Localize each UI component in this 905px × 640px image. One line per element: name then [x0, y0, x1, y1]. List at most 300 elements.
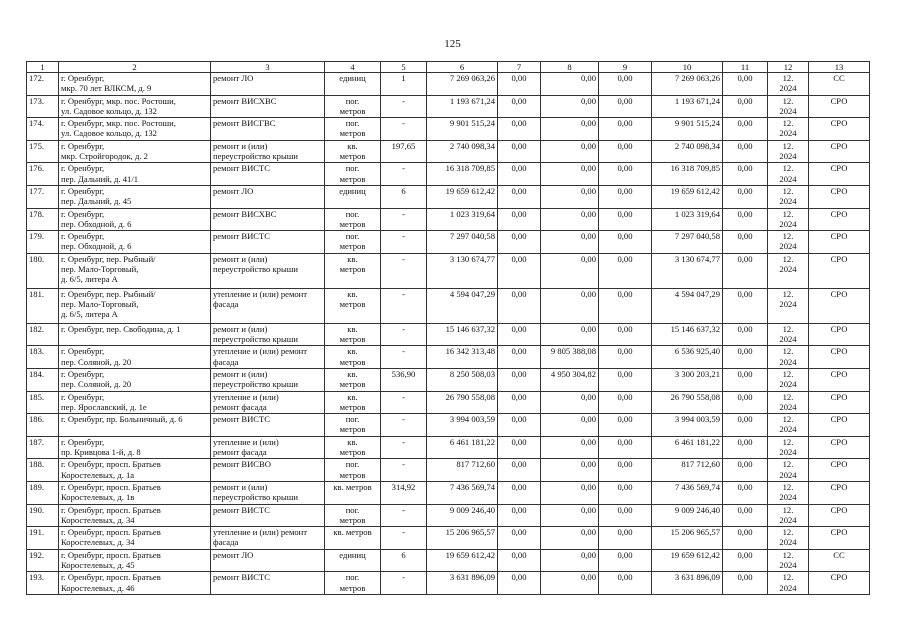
unit-cell: кв. метров — [325, 368, 381, 391]
row-number-cell: 182. — [27, 323, 59, 346]
work-type-cell: утепление и (или) ремонт фасада — [211, 391, 325, 414]
address-cell: г. Оренбург, просп. Братьев Коростелевых, д. 46 — [59, 572, 211, 595]
fund-col10-cell: 6 536 925,40 — [652, 346, 723, 369]
row-number-cell: 193. — [27, 572, 59, 595]
method-cell: СРО — [809, 163, 870, 186]
fund-col11-cell: 0,00 — [723, 140, 768, 163]
unit-cell: пог. метров — [325, 459, 381, 482]
work-type-cell: ремонт ВИСТС — [211, 231, 325, 254]
total-cost-cell: 1 193 671,24 — [427, 95, 498, 118]
table-row — [27, 391, 870, 414]
row-number-cell: 177. — [27, 185, 59, 208]
fund-col8-cell: 0,00 — [541, 231, 599, 254]
fund-col11-cell: 0,00 — [723, 368, 768, 391]
period-cell: 12. 2024 — [768, 527, 809, 550]
fund-col9-cell: 0,00 — [599, 253, 652, 288]
fund-col8-cell: 0,00 — [541, 185, 599, 208]
quantity-cell: 1 — [381, 73, 427, 96]
fund-col7-cell: 0,00 — [498, 391, 541, 414]
fund-col9-cell: 0,00 — [599, 346, 652, 369]
method-cell: СРО — [809, 414, 870, 437]
quantity-cell: - — [381, 253, 427, 288]
period-cell: 12. 2024 — [768, 323, 809, 346]
period-cell: 12. 2024 — [768, 414, 809, 437]
fund-col8-cell: 0,00 — [541, 288, 599, 323]
quantity-cell: 197,65 — [381, 140, 427, 163]
unit-cell: единиц — [325, 73, 381, 96]
period-cell: 12. 2024 — [768, 163, 809, 186]
method-cell: СРО — [809, 208, 870, 231]
work-type-cell: ремонт ЛО — [211, 549, 325, 572]
address-cell: г. Оренбург, пер. Дальний, д. 45 — [59, 185, 211, 208]
address-cell: г. Оренбург, просп. Братьев Коростелевых, д. 1а — [59, 459, 211, 482]
row-number-cell: 187. — [27, 436, 59, 459]
period-cell: 12. 2024 — [768, 185, 809, 208]
row-number-cell: 176. — [27, 163, 59, 186]
quantity-cell: - — [381, 572, 427, 595]
unit-cell: пог. метров — [325, 504, 381, 527]
fund-col7-cell: 0,00 — [498, 368, 541, 391]
work-type-cell: ремонт и (или) переустройство крыши — [211, 368, 325, 391]
period-cell: 12. 2024 — [768, 436, 809, 459]
method-cell: СРО — [809, 253, 870, 288]
table-row — [27, 481, 870, 504]
period-cell: 12. 2024 — [768, 208, 809, 231]
total-cost-cell: 7 436 569,74 — [427, 481, 498, 504]
period-cell: 12. 2024 — [768, 73, 809, 96]
fund-col8-cell: 0,00 — [541, 253, 599, 288]
fund-col11-cell: 0,00 — [723, 414, 768, 437]
work-type-cell: утепление и (или) ремонт фасада — [211, 288, 325, 323]
fund-col9-cell: 0,00 — [599, 549, 652, 572]
quantity-cell: - — [381, 95, 427, 118]
method-cell: СРО — [809, 140, 870, 163]
total-cost-cell: 19 659 612,42 — [427, 185, 498, 208]
fund-col10-cell: 15 146 637,32 — [652, 323, 723, 346]
work-type-cell: ремонт ВИСХВС — [211, 95, 325, 118]
table-row — [27, 118, 870, 141]
work-type-cell: ремонт и (или) переустройство крыши — [211, 140, 325, 163]
fund-col7-cell: 0,00 — [498, 346, 541, 369]
fund-col7-cell: 0,00 — [498, 73, 541, 96]
fund-col11-cell: 0,00 — [723, 549, 768, 572]
row-number-cell: 180. — [27, 253, 59, 288]
fund-col9-cell: 0,00 — [599, 208, 652, 231]
method-cell: СРО — [809, 185, 870, 208]
fund-col9-cell: 0,00 — [599, 73, 652, 96]
fund-col8-cell: 4 950 304,82 — [541, 368, 599, 391]
fund-col7-cell: 0,00 — [498, 504, 541, 527]
fund-col11-cell: 0,00 — [723, 208, 768, 231]
table-row — [27, 95, 870, 118]
quantity-cell: - — [381, 504, 427, 527]
quantity-cell: - — [381, 414, 427, 437]
fund-col7-cell: 0,00 — [498, 572, 541, 595]
fund-col8-cell: 0,00 — [541, 572, 599, 595]
row-number-cell: 189. — [27, 481, 59, 504]
column-header-11: 11 — [723, 62, 768, 73]
fund-col11-cell: 0,00 — [723, 73, 768, 96]
address-cell: г. Оренбург, мкр. пос. Ростоши, ул. Садовое кольцо, д. 132 — [59, 95, 211, 118]
column-header-12: 12 — [768, 62, 809, 73]
fund-col11-cell: 0,00 — [723, 527, 768, 550]
work-type-cell: ремонт ВИСВО — [211, 459, 325, 482]
unit-cell: пог. метров — [325, 414, 381, 437]
column-header-6: 6 — [427, 62, 498, 73]
address-cell: г. Оренбург, пер. Соляной, д. 20 — [59, 346, 211, 369]
unit-cell: кв. метров — [325, 253, 381, 288]
table-row — [27, 253, 870, 288]
address-cell: г. Оренбург, мкр. Стройгородок, д. 2 — [59, 140, 211, 163]
fund-col7-cell: 0,00 — [498, 481, 541, 504]
fund-col9-cell: 0,00 — [599, 459, 652, 482]
quantity-cell: - — [381, 231, 427, 254]
fund-col10-cell: 1 193 671,24 — [652, 95, 723, 118]
fund-col11-cell: 0,00 — [723, 163, 768, 186]
method-cell: СС — [809, 549, 870, 572]
unit-cell: кв. метров — [325, 391, 381, 414]
period-cell: 12. 2024 — [768, 572, 809, 595]
fund-col8-cell: 0,00 — [541, 436, 599, 459]
quantity-cell: - — [381, 288, 427, 323]
fund-col8-cell: 0,00 — [541, 391, 599, 414]
table-row — [27, 436, 870, 459]
fund-col10-cell: 19 659 612,42 — [652, 549, 723, 572]
total-cost-cell: 1 023 319,64 — [427, 208, 498, 231]
period-cell: 12. 2024 — [768, 118, 809, 141]
column-header-7: 7 — [498, 62, 541, 73]
column-header-4: 4 — [325, 62, 381, 73]
total-cost-cell: 6 461 181,22 — [427, 436, 498, 459]
table-row — [27, 288, 870, 323]
fund-col8-cell: 0,00 — [541, 118, 599, 141]
fund-col9-cell: 0,00 — [599, 140, 652, 163]
quantity-cell: - — [381, 346, 427, 369]
fund-col8-cell: 0,00 — [541, 208, 599, 231]
fund-col8-cell: 0,00 — [541, 481, 599, 504]
fund-col7-cell: 0,00 — [498, 163, 541, 186]
column-header-9: 9 — [599, 62, 652, 73]
row-number-cell: 184. — [27, 368, 59, 391]
fund-col7-cell: 0,00 — [498, 459, 541, 482]
total-cost-cell: 7 297 040,58 — [427, 231, 498, 254]
unit-cell: пог. метров — [325, 208, 381, 231]
fund-col10-cell: 3 994 003,59 — [652, 414, 723, 437]
fund-col9-cell: 0,00 — [599, 572, 652, 595]
method-cell: СРО — [809, 118, 870, 141]
table-row — [27, 504, 870, 527]
fund-col7-cell: 0,00 — [498, 436, 541, 459]
quantity-cell: - — [381, 436, 427, 459]
fund-col9-cell: 0,00 — [599, 504, 652, 527]
address-cell: г. Оренбург, пер. Соляной, д. 20 — [59, 368, 211, 391]
work-type-cell: ремонт ВИСТС — [211, 414, 325, 437]
fund-col7-cell: 0,00 — [498, 231, 541, 254]
table-row — [27, 208, 870, 231]
unit-cell: кв. метров — [325, 288, 381, 323]
method-cell: СРО — [809, 391, 870, 414]
row-number-cell: 174. — [27, 118, 59, 141]
total-cost-cell: 8 250 508,03 — [427, 368, 498, 391]
fund-col10-cell: 7 436 569,74 — [652, 481, 723, 504]
work-type-cell: ремонт и (или) переустройство крыши — [211, 323, 325, 346]
fund-col11-cell: 0,00 — [723, 572, 768, 595]
row-number-cell: 185. — [27, 391, 59, 414]
unit-cell: кв. метров — [325, 140, 381, 163]
unit-cell: единиц — [325, 549, 381, 572]
method-cell: СРО — [809, 95, 870, 118]
fund-col9-cell: 0,00 — [599, 391, 652, 414]
total-cost-cell: 16 342 313,48 — [427, 346, 498, 369]
fund-col9-cell: 0,00 — [599, 323, 652, 346]
quantity-cell: 314,92 — [381, 481, 427, 504]
fund-col11-cell: 0,00 — [723, 185, 768, 208]
fund-col10-cell: 6 461 181,22 — [652, 436, 723, 459]
row-number-cell: 181. — [27, 288, 59, 323]
work-type-cell: ремонт ВИСТС — [211, 504, 325, 527]
period-cell: 12. 2024 — [768, 253, 809, 288]
total-cost-cell: 7 269 063,26 — [427, 73, 498, 96]
fund-col8-cell: 0,00 — [541, 140, 599, 163]
work-type-cell: ремонт и (или) переустройство крыши — [211, 253, 325, 288]
fund-col7-cell: 0,00 — [498, 527, 541, 550]
column-number-row — [27, 62, 870, 73]
fund-col10-cell: 9 009 246,40 — [652, 504, 723, 527]
table-body — [27, 73, 870, 595]
fund-col11-cell: 0,00 — [723, 323, 768, 346]
total-cost-cell: 16 318 709,85 — [427, 163, 498, 186]
fund-col9-cell: 0,00 — [599, 288, 652, 323]
table-row — [27, 346, 870, 369]
fund-col7-cell: 0,00 — [498, 118, 541, 141]
row-number-cell: 175. — [27, 140, 59, 163]
total-cost-cell: 26 790 558,08 — [427, 391, 498, 414]
fund-col10-cell: 4 594 047,29 — [652, 288, 723, 323]
address-cell: г. Оренбург, пер. Ярославский, д. 1е — [59, 391, 211, 414]
fund-col9-cell: 0,00 — [599, 95, 652, 118]
unit-cell: кв. метров — [325, 436, 381, 459]
address-cell: г. Оренбург, пер. Дальний, д. 41/1 — [59, 163, 211, 186]
fund-col11-cell: 0,00 — [723, 436, 768, 459]
table-row — [27, 549, 870, 572]
fund-col8-cell: 0,00 — [541, 504, 599, 527]
fund-col11-cell: 0,00 — [723, 391, 768, 414]
fund-col8-cell: 0,00 — [541, 163, 599, 186]
column-header-8: 8 — [541, 62, 599, 73]
address-cell: г. Оренбург, просп. Братьев Коростелевых, д. 34 — [59, 504, 211, 527]
unit-cell: пог. метров — [325, 572, 381, 595]
fund-col8-cell: 0,00 — [541, 414, 599, 437]
quantity-cell: - — [381, 163, 427, 186]
unit-cell: пог. метров — [325, 118, 381, 141]
address-cell: г. Оренбург, просп. Братьев Коростелевых, д. 45 — [59, 549, 211, 572]
fund-col8-cell: 0,00 — [541, 95, 599, 118]
table-row — [27, 73, 870, 96]
fund-col9-cell: 0,00 — [599, 231, 652, 254]
total-cost-cell: 9 901 515,24 — [427, 118, 498, 141]
table-row — [27, 140, 870, 163]
address-cell: г. Оренбург, мкр. пос. Ростоши, ул. Садовое кольцо, д. 132 — [59, 118, 211, 141]
fund-col11-cell: 0,00 — [723, 231, 768, 254]
quantity-cell: - — [381, 391, 427, 414]
method-cell: СРО — [809, 323, 870, 346]
address-cell: г. Оренбург, пер. Обходной, д. 6 — [59, 208, 211, 231]
quantity-cell: - — [381, 208, 427, 231]
table-row — [27, 527, 870, 550]
row-number-cell: 188. — [27, 459, 59, 482]
work-type-cell: ремонт ЛО — [211, 73, 325, 96]
fund-col7-cell: 0,00 — [498, 95, 541, 118]
total-cost-cell: 3 994 003,59 — [427, 414, 498, 437]
period-cell: 12. 2024 — [768, 95, 809, 118]
method-cell: СРО — [809, 481, 870, 504]
fund-col9-cell: 0,00 — [599, 118, 652, 141]
row-number-cell: 179. — [27, 231, 59, 254]
total-cost-cell: 3 130 674,77 — [427, 253, 498, 288]
table-row — [27, 459, 870, 482]
row-number-cell: 183. — [27, 346, 59, 369]
total-cost-cell: 4 594 047,29 — [427, 288, 498, 323]
work-type-cell: ремонт ВИСХВС — [211, 208, 325, 231]
fund-col11-cell: 0,00 — [723, 346, 768, 369]
method-cell: СРО — [809, 572, 870, 595]
work-type-cell: ремонт ЛО — [211, 185, 325, 208]
column-header-2: 2 — [59, 62, 211, 73]
fund-col10-cell: 3 300 203,21 — [652, 368, 723, 391]
method-cell: СРО — [809, 346, 870, 369]
fund-col10-cell: 3 130 674,77 — [652, 253, 723, 288]
fund-col7-cell: 0,00 — [498, 140, 541, 163]
total-cost-cell: 9 009 246,40 — [427, 504, 498, 527]
fund-col11-cell: 0,00 — [723, 95, 768, 118]
work-type-cell: ремонт ВИСТС — [211, 572, 325, 595]
fund-col10-cell: 7 297 040,58 — [652, 231, 723, 254]
address-cell: г. Оренбург, просп. Братьев Коростелевых, д. 1в — [59, 481, 211, 504]
method-cell: СС — [809, 73, 870, 96]
table-row — [27, 231, 870, 254]
address-cell: г. Оренбург, пр. Кривцова 1-й, д. 8 — [59, 436, 211, 459]
column-header-1: 1 — [27, 62, 59, 73]
fund-col10-cell: 7 269 063,26 — [652, 73, 723, 96]
fund-col10-cell: 9 901 515,24 — [652, 118, 723, 141]
unit-cell: пог. метров — [325, 231, 381, 254]
total-cost-cell: 2 740 098,34 — [427, 140, 498, 163]
table-row — [27, 414, 870, 437]
address-cell: г. Оренбург, мкр. 70 лет ВЛКСМ, д. 9 — [59, 73, 211, 96]
period-cell: 12. 2024 — [768, 549, 809, 572]
method-cell: СРО — [809, 288, 870, 323]
fund-col11-cell: 0,00 — [723, 253, 768, 288]
fund-col10-cell: 19 659 612,42 — [652, 185, 723, 208]
fund-col9-cell: 0,00 — [599, 185, 652, 208]
fund-col7-cell: 0,00 — [498, 414, 541, 437]
method-cell: СРО — [809, 231, 870, 254]
table-row — [27, 572, 870, 595]
unit-cell: кв. метров — [325, 481, 381, 504]
fund-col8-cell: 0,00 — [541, 323, 599, 346]
period-cell: 12. 2024 — [768, 368, 809, 391]
column-header-10: 10 — [652, 62, 723, 73]
unit-cell: кв. метров — [325, 346, 381, 369]
address-cell: г. Оренбург, пер. Рыбный/ пер. Мало-Торговый, д. 6/5, литера А — [59, 288, 211, 323]
period-cell: 12. 2024 — [768, 391, 809, 414]
address-cell: г. Оренбург, пер. Свободина, д. 1 — [59, 323, 211, 346]
method-cell: СРО — [809, 436, 870, 459]
fund-col10-cell: 817 712,60 — [652, 459, 723, 482]
fund-col9-cell: 0,00 — [599, 368, 652, 391]
unit-cell: пог. метров — [325, 163, 381, 186]
fund-col10-cell: 26 790 558,08 — [652, 391, 723, 414]
work-type-cell: утепление и (или) ремонт фасада — [211, 346, 325, 369]
row-number-cell: 192. — [27, 549, 59, 572]
row-number-cell: 173. — [27, 95, 59, 118]
fund-col7-cell: 0,00 — [498, 185, 541, 208]
column-header-3: 3 — [211, 62, 325, 73]
row-number-cell: 178. — [27, 208, 59, 231]
unit-cell: единиц — [325, 185, 381, 208]
address-cell: г. Оренбург, просп. Братьев Коростелевых, д. 34 — [59, 527, 211, 550]
fund-col11-cell: 0,00 — [723, 288, 768, 323]
quantity-cell: - — [381, 118, 427, 141]
quantity-cell: 536,90 — [381, 368, 427, 391]
unit-cell: кв. метров — [325, 527, 381, 550]
table-row — [27, 163, 870, 186]
page-number: 125 — [444, 38, 461, 50]
total-cost-cell: 19 659 612,42 — [427, 549, 498, 572]
quantity-cell: 6 — [381, 185, 427, 208]
row-number-cell: 190. — [27, 504, 59, 527]
column-header-5: 5 — [381, 62, 427, 73]
work-type-cell: ремонт ВИСГВС — [211, 118, 325, 141]
fund-col11-cell: 0,00 — [723, 504, 768, 527]
period-cell: 12. 2024 — [768, 288, 809, 323]
method-cell: СРО — [809, 504, 870, 527]
table-row — [27, 323, 870, 346]
quantity-cell: - — [381, 323, 427, 346]
fund-col10-cell: 1 023 319,64 — [652, 208, 723, 231]
unit-cell: кв. метров — [325, 323, 381, 346]
table-row — [27, 368, 870, 391]
repair-plan-table — [26, 61, 870, 595]
fund-col7-cell: 0,00 — [498, 208, 541, 231]
fund-col9-cell: 0,00 — [599, 527, 652, 550]
fund-col10-cell: 3 631 896,09 — [652, 572, 723, 595]
total-cost-cell: 3 631 896,09 — [427, 572, 498, 595]
period-cell: 12. 2024 — [768, 481, 809, 504]
period-cell: 12. 2024 — [768, 231, 809, 254]
fund-col11-cell: 0,00 — [723, 481, 768, 504]
period-cell: 12. 2024 — [768, 504, 809, 527]
total-cost-cell: 15 146 637,32 — [427, 323, 498, 346]
period-cell: 12. 2024 — [768, 346, 809, 369]
total-cost-cell: 817 712,60 — [427, 459, 498, 482]
quantity-cell: - — [381, 459, 427, 482]
fund-col7-cell: 0,00 — [498, 323, 541, 346]
work-type-cell: ремонт ВИСТС — [211, 163, 325, 186]
column-header-13: 13 — [809, 62, 870, 73]
method-cell: СРО — [809, 527, 870, 550]
fund-col8-cell: 0,00 — [541, 527, 599, 550]
period-cell: 12. 2024 — [768, 459, 809, 482]
row-number-cell: 191. — [27, 527, 59, 550]
fund-col7-cell: 0,00 — [498, 288, 541, 323]
fund-col11-cell: 0,00 — [723, 118, 768, 141]
row-number-cell: 172. — [27, 73, 59, 96]
fund-col9-cell: 0,00 — [599, 436, 652, 459]
fund-col7-cell: 0,00 — [498, 253, 541, 288]
fund-col11-cell: 0,00 — [723, 459, 768, 482]
fund-col9-cell: 0,00 — [599, 163, 652, 186]
